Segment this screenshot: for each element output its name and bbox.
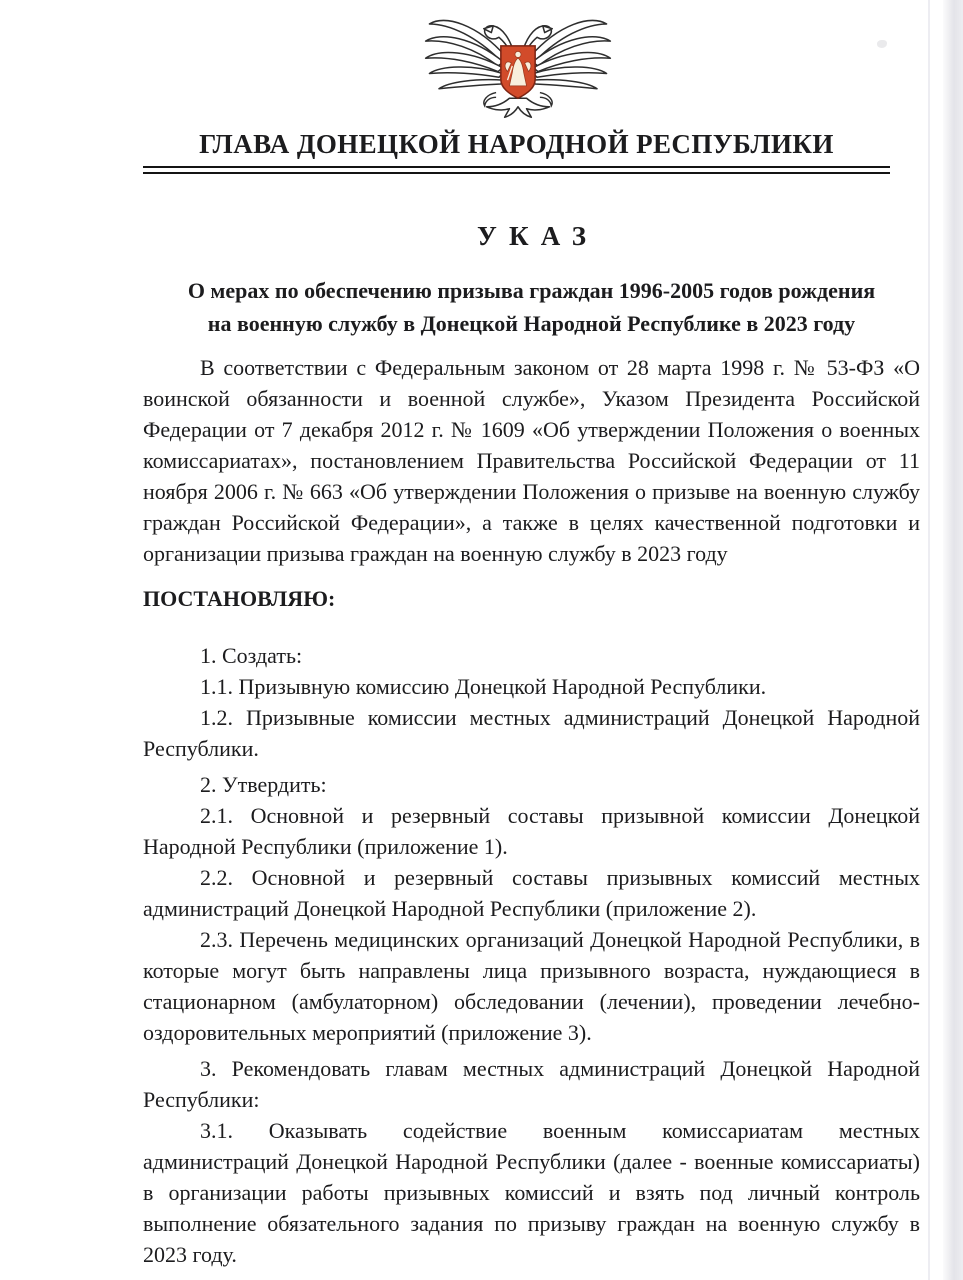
decree-preamble: В соответствии с Федеральным законом от 28 марта 1998 г. № 53-ФЗ «О воинской обязанности и военной службе», Указом Президента Российской Федерации от 7 декабря 2012 г. № 1609 «Об утверждении Положения о военных комиссариатах», постановлением Правительства Российской Федерации от 11 ноября 2006 г. № 663 «Об утверждении Положения о призыве на военную службу граждан Российской Федерации», а также в целях качественной подготовки и организации призыва граждан на военную службу в 2023 году [143,355,920,566]
decree-item: 2.1. Основной и резервный составы призывной комиссии Донецкой Народной Республики (приложение 1). [143,803,920,859]
letterhead [143,128,890,174]
decree-item: 2.2. Основной и резервный составы призывных комиссий местных администраций Донецкой Народной Республики (приложение 2). [143,865,920,921]
enacting-formula: ПОСТАНОВЛЯЮ: [143,586,336,611]
letterhead-divider [143,166,890,174]
decree-item: 2.3. Перечень медицинских организаций Донецкой Народной Республики, в которые могут быть направлены лица призывного возраста, нуждающиеся в стационарном (амбулаторном) обследовании (лечении), проведении лечебно-оздоровительных мероприятий (приложение 3). [143,927,920,1045]
decree-item: 3. Рекомендовать главам местных администраций Донецкой Народной Республики: [143,1056,920,1112]
document-type-title: УКАЗ [477,221,599,251]
decree-item: 1. Создать: [200,643,303,668]
decree-item: 1.2. Призывные комиссии местных администраций Донецкой Народной Республики. [143,705,920,761]
decree-item: 2. Утвердить: [200,772,327,797]
subject-line-2: на военную службу в Донецкой Народной Республике в 2023 году [207,311,856,336]
scan-edge-shadow [943,0,963,1280]
decree-item: 3.1. Оказывать содействие военным комиссариатам местных администраций Донецкой Народной Республики (далее - военные комиссариаты) в организации работы призывных комиссий и взять под личный контроль выполнение обязательного задания по призыву граждан на военную службу в 2023 году. [143,1118,920,1267]
decree-document [143,6,920,1270]
scan-edge-line [928,0,930,1280]
subject-line-1: О мерах по обеспечению призыва граждан 1996-2005 годов рождения [187,278,876,303]
decree-item: 1.1. Призывную комиссию Донецкой Народной Республики. [200,674,767,699]
decree-subject [143,274,920,340]
coat-of-arms-icon [418,6,618,120]
authority-title: ГЛАВА ДОНЕЦКОЙ НАРОДНОЙ РЕСПУБЛИКИ [199,129,834,159]
